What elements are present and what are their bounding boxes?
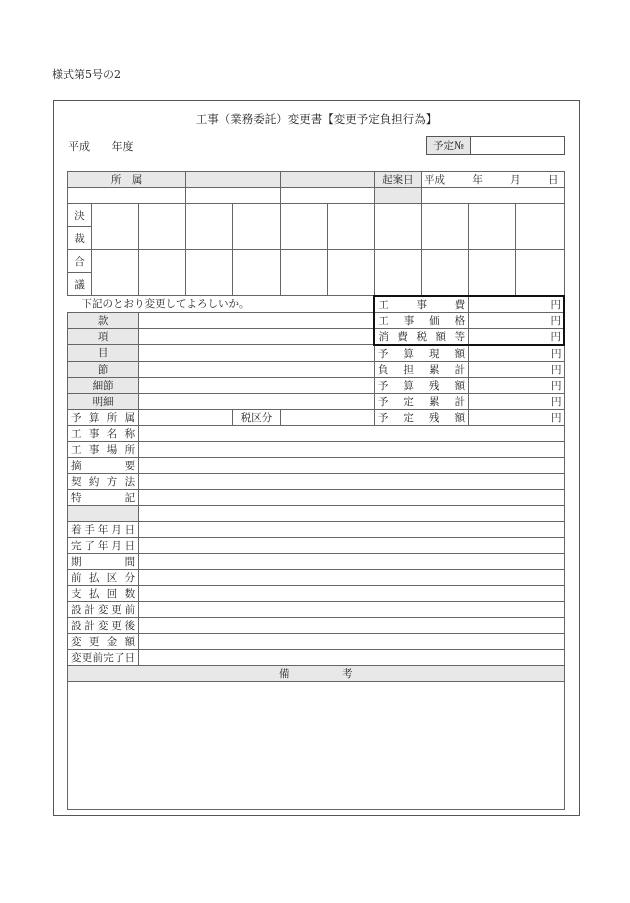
amount-label: 負担累計 [374,361,468,377]
amount-label: 工事価格 [374,312,468,328]
budget-value[interactable] [139,361,375,377]
kian-date-value[interactable] [421,172,564,188]
yosan-shozoku-value[interactable] [139,409,233,425]
date-era: 平成 [423,174,445,186]
yotei-number-field[interactable] [471,137,564,154]
approval-cell[interactable] [92,250,139,296]
detail-label: 工事場所 [68,441,139,457]
approval-cell[interactable] [280,204,327,250]
approval-cell[interactable] [469,250,516,296]
budget-value[interactable] [139,345,375,362]
approval-cell[interactable] [469,204,516,250]
detail-value[interactable] [139,457,564,473]
amount-value[interactable]: 円 [469,312,564,328]
budget-label: 款 [68,312,139,328]
detail-value[interactable] [139,505,564,521]
approval-cell[interactable] [421,204,468,250]
yosan-shozoku-label: 予算所属 [68,409,139,425]
detail-label: 契約方法 [68,473,139,489]
approval-cell[interactable] [233,250,280,296]
detail-value[interactable] [139,473,564,489]
gougi-char: 合 [68,250,92,273]
shozoku-cell[interactable] [68,188,186,204]
detail-value[interactable] [139,617,564,633]
fiscal-year-label: 年度 [111,140,134,153]
yotei-number-label: 予定№ [427,137,471,154]
detail-value[interactable] [139,553,564,569]
budget-label: 項 [68,328,139,345]
shozoku-sub-header [186,172,280,188]
bikou-field[interactable] [68,681,565,809]
detail-value[interactable] [139,537,564,553]
detail-label: 変更前完了日 [68,649,139,665]
zeikubun-label: 税区分 [233,409,280,425]
approval-cell[interactable] [233,204,280,250]
detail-value[interactable] [139,649,564,665]
amount-value[interactable]: 円 [469,409,564,425]
gougi-char: 議 [68,273,92,296]
budget-label: 目 [68,345,139,362]
detail-label: 摘要 [68,457,139,473]
era-label: 平成 [68,140,90,153]
shozoku-cell[interactable] [280,188,374,204]
detail-value[interactable] [139,521,564,537]
detail-label: 変更金額 [68,633,139,649]
approval-cell[interactable] [374,204,421,250]
amount-label: 予定残額 [374,409,468,425]
detail-label [68,505,139,521]
kian-date-label: 起案日 [374,172,421,188]
budget-label: 節 [68,361,139,377]
shozoku-sub-header [280,172,374,188]
detail-value[interactable] [139,425,564,441]
approval-cell[interactable] [280,250,327,296]
date-day: 日 [548,174,559,186]
approval-cell[interactable] [516,250,564,296]
amount-label: 工事費 [374,296,468,313]
detail-label: 工事名称 [68,425,139,441]
amount-value[interactable]: 円 [469,328,564,345]
detail-label: 期間 [68,553,139,569]
amount-value[interactable]: 円 [469,393,564,409]
detail-value[interactable] [139,489,564,505]
budget-value[interactable] [139,328,375,345]
approval-cell[interactable] [139,204,186,250]
amount-value[interactable]: 円 [469,361,564,377]
approval-cell[interactable] [421,250,468,296]
amount-label: 消費税額等 [374,328,468,345]
detail-label: 着手年月日 [68,521,139,537]
approval-note: 下記のとおり変更してよろしいか。 [68,296,375,313]
kian-sub-cell[interactable] [421,188,564,204]
amount-value[interactable]: 円 [469,296,564,313]
amount-label: 予算残額 [374,377,468,393]
approval-cell[interactable] [92,204,139,250]
form-title: 工事（業務委託）変更書【変更予定負担行為】 [195,112,438,126]
kessai-char: 裁 [68,227,92,250]
detail-label: 設計変更前 [68,601,139,617]
approval-cell[interactable] [374,250,421,296]
zeikubun-value[interactable] [280,409,374,425]
kessai-char: 決 [68,204,92,227]
shozoku-header: 所 属 [68,172,186,188]
detail-value[interactable] [139,441,564,457]
detail-value[interactable] [139,633,564,649]
approval-cell[interactable] [139,250,186,296]
main-form-table [67,171,565,810]
approval-cell[interactable] [516,204,564,250]
detail-label: 前払区分 [68,569,139,585]
detail-label: 支払回数 [68,585,139,601]
budget-value[interactable] [139,393,375,409]
approval-cell[interactable] [186,204,233,250]
detail-label: 設計変更後 [68,617,139,633]
date-month: 月 [510,174,521,186]
amount-label: 予算現額 [374,345,468,362]
amount-value[interactable]: 円 [469,377,564,393]
amount-label: 予定累計 [374,393,468,409]
shozoku-cell[interactable] [186,188,280,204]
yotei-number-box [426,136,565,155]
budget-value[interactable] [139,377,375,393]
detail-label: 特記 [68,489,139,505]
kian-sub-cell [374,188,421,204]
detail-value[interactable] [139,585,564,601]
fiscal-year [68,138,134,154]
detail-label: 完了年月日 [68,537,139,553]
budget-value[interactable] [139,312,375,328]
bikou-header: 備 考 [68,665,565,681]
approval-cell[interactable] [186,250,233,296]
approval-cell[interactable] [327,250,374,296]
form-number: 様式第5号の2 [52,68,121,81]
approval-cell[interactable] [327,204,374,250]
amount-value[interactable]: 円 [469,345,564,362]
detail-value[interactable] [139,569,564,585]
budget-label: 細節 [68,377,139,393]
date-year: 年 [472,174,483,186]
detail-value[interactable] [139,601,564,617]
budget-label: 明細 [68,393,139,409]
